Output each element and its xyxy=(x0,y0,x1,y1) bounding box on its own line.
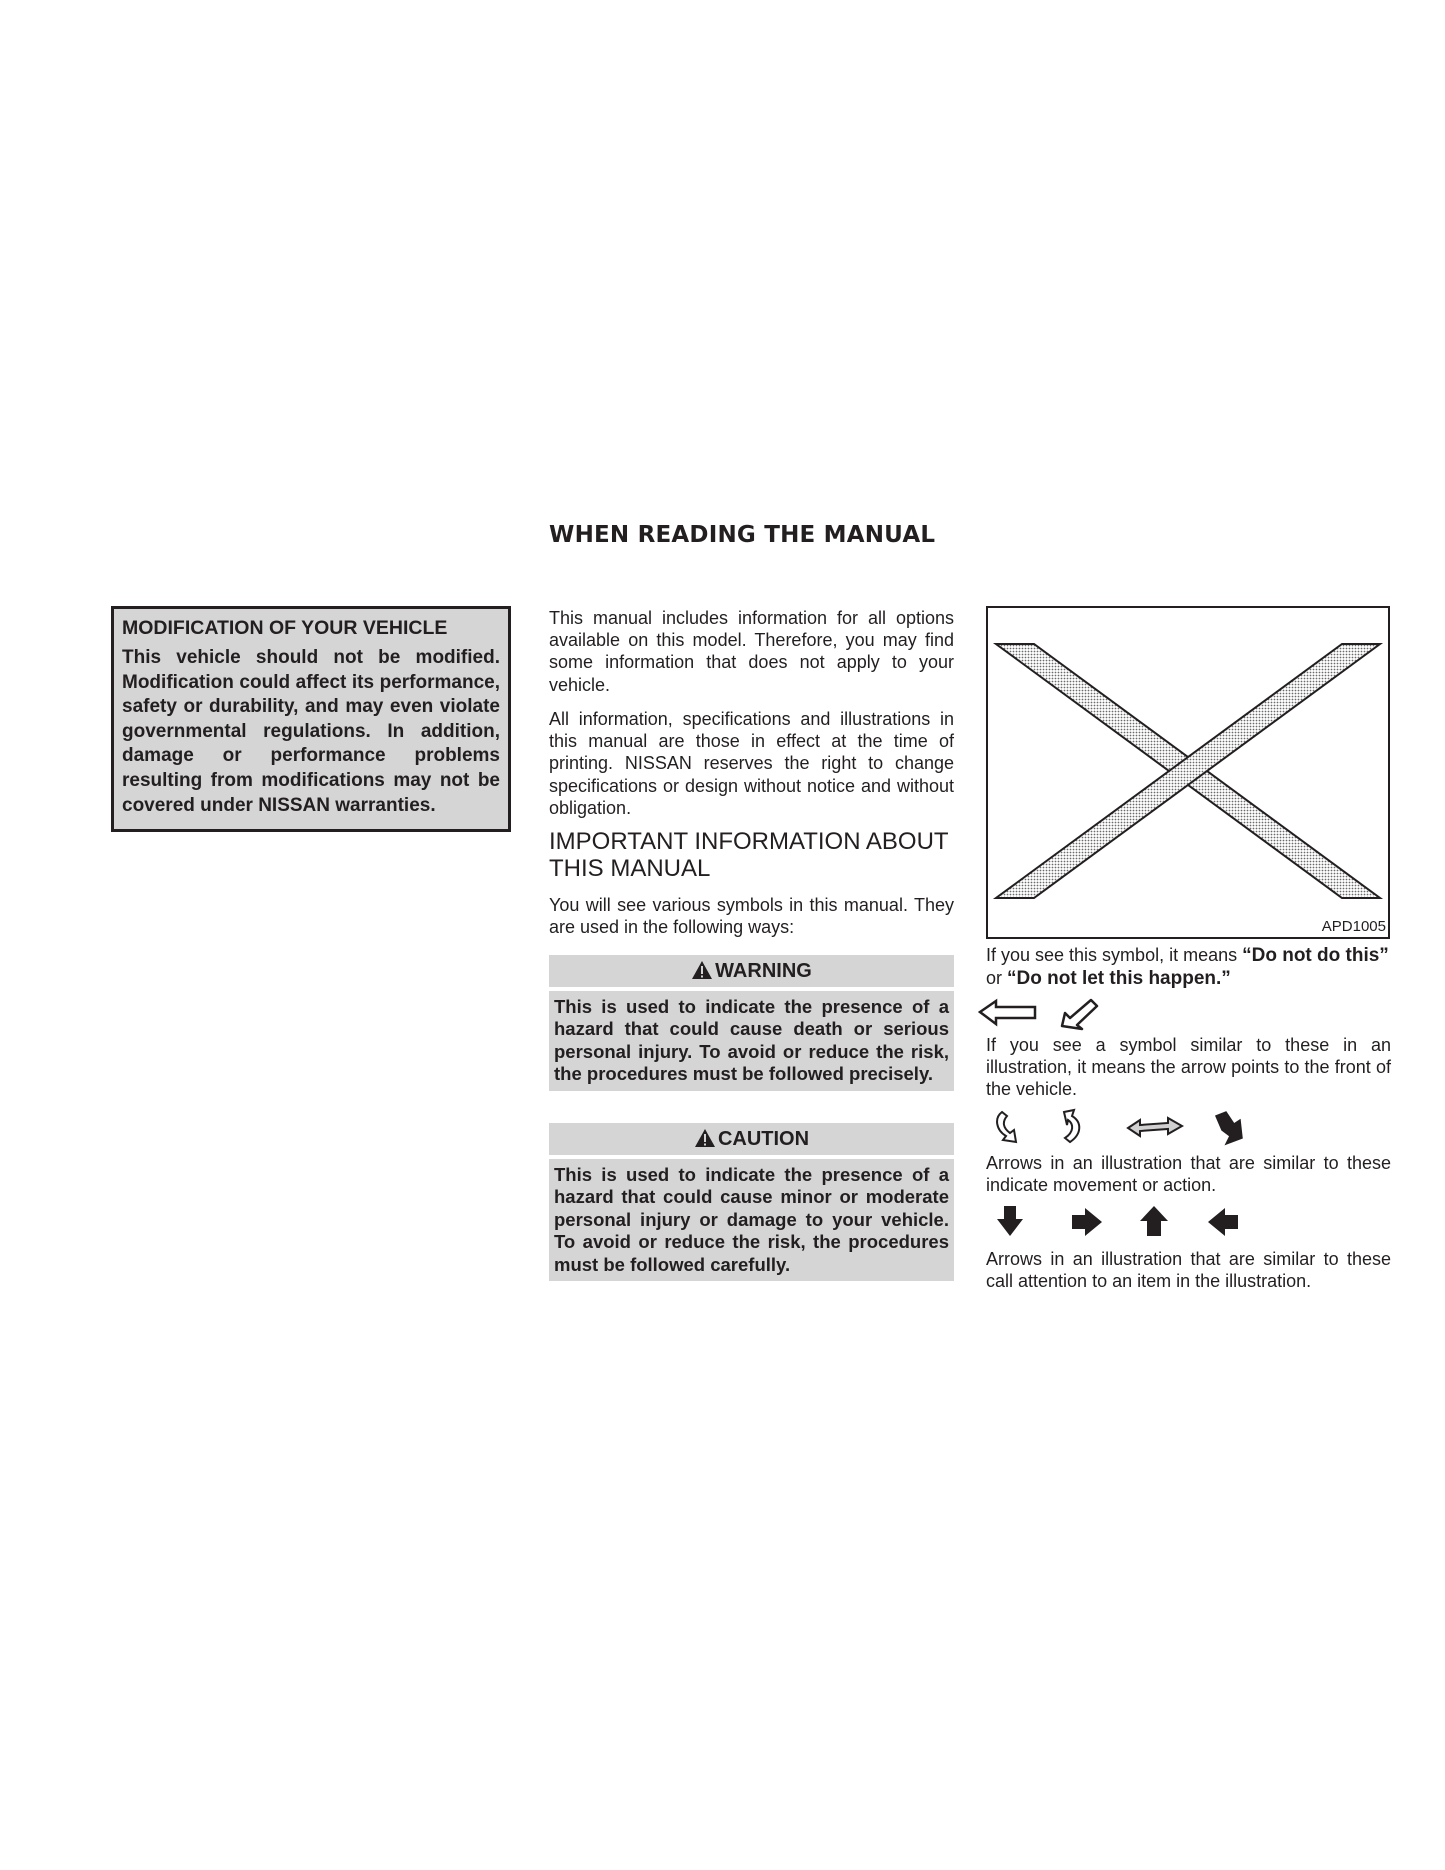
warning-triangle-icon xyxy=(691,960,713,980)
modification-notice xyxy=(111,606,511,832)
caution-box xyxy=(549,1123,954,1281)
x-text-pre: If you see this symbol, it means xyxy=(986,945,1243,965)
arrow-right-icon xyxy=(1072,1208,1102,1236)
intro-paragraph-1: This manual includes information for all options available on this model. Therefore, you may find some information that does not apply to your vehicle. xyxy=(549,608,954,695)
do-not-x-icon xyxy=(988,608,1388,908)
movement-arrows xyxy=(990,1108,1260,1152)
warning-text: This is used to indicate the presence of a hazard that could cause death or serious personal injury. To avoid or reduce the risk, the procedures must be followed precisely. xyxy=(549,991,954,1091)
curved-arrow-return-icon xyxy=(1064,1110,1079,1142)
front-arrows-text: If you see a symbol similar to these in an illustration, it means the arrow points to the front of the vehicle. xyxy=(986,1035,1391,1100)
caution-header xyxy=(549,1123,954,1155)
do-not-figure xyxy=(986,606,1390,939)
curved-arrow-down-icon xyxy=(997,1112,1016,1142)
important-heading xyxy=(549,828,954,882)
attention-arrows xyxy=(990,1204,1260,1240)
arrow-left-icon xyxy=(1208,1208,1238,1236)
warning-header xyxy=(549,955,954,987)
caution-text: This is used to indicate the presence of a hazard that could cause minor or moderate personal injury or damage to your vehicle. To avoid or reduce the risk, the procedures must be followed carefully. xyxy=(549,1159,954,1281)
attention-arrows-text: Arrows in an illustration that are similar to these call attention to an item in the illustration. xyxy=(986,1249,1391,1292)
section-title: WHEN READING THE MANUAL xyxy=(549,522,936,548)
important-heading-line1: IMPORTANT INFORMATION ABOUT xyxy=(549,828,949,855)
warning-triangle-icon xyxy=(694,1128,716,1148)
arrow-up-icon xyxy=(1140,1206,1168,1236)
modification-title: MODIFICATION OF YOUR VEHICLE xyxy=(122,617,448,639)
arrow-down-icon xyxy=(997,1206,1023,1236)
intro-paragraph-2: All information, specifications and illustrations in this manual are those in effect at the time of printing. NISSAN reserves the right to change specifications or design without notice and without obligation. xyxy=(549,709,954,818)
important-heading-line2: THIS MANUAL xyxy=(549,855,711,882)
movement-arrows-text: Arrows in an illustration that are similar to these indicate movement or action. xyxy=(986,1153,1391,1196)
important-text: You will see various symbols in this manual. They are used in the following ways: xyxy=(549,895,954,938)
outline-arrow-left-icon xyxy=(980,1001,1035,1024)
bent-arrow-down-icon xyxy=(1216,1112,1242,1144)
x-text-bold-1: “Do not do this” xyxy=(1242,945,1389,966)
outline-arrow-diagonal-icon xyxy=(1062,1000,1097,1029)
caution-label: CAUTION xyxy=(717,1127,810,1150)
warning-box xyxy=(549,955,954,1091)
front-arrows xyxy=(978,994,1138,1034)
x-symbol-text xyxy=(986,944,1391,990)
double-headed-arrow-icon xyxy=(1128,1118,1182,1136)
x-text-bold-2: “Do not let this happen.” xyxy=(1007,968,1231,990)
figure-code: APD1005 xyxy=(1321,918,1386,935)
warning-label: WARNING xyxy=(715,959,812,982)
x-text-or: or xyxy=(986,968,1008,989)
modification-body: This vehicle should not be modified. Modification could affect its performance, safety or durability, and may even violate governmental regulations. In addition, damage or performance problems resulting from modifications may not be covered under NISSAN warranties. xyxy=(122,647,500,816)
